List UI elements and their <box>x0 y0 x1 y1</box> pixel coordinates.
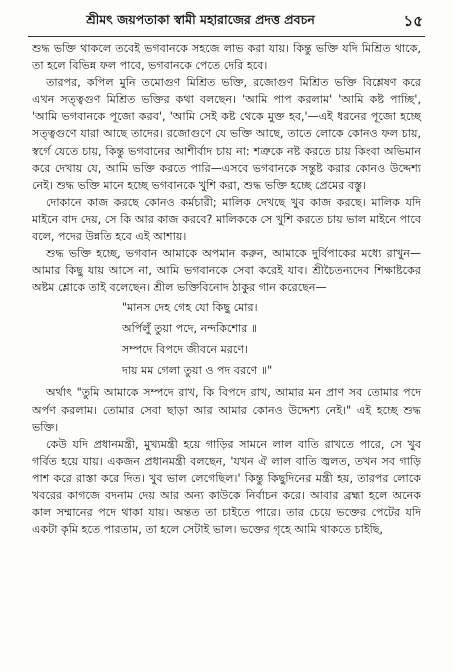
paragraph: কেউ যদি প্রধানমন্ত্রী, মুখ্যমন্ত্রী হয়ে গাড়ির সামনে লাল বাতি রাখতে পারে, সে খুব গর্বিত হয়ে যায়। একজন প্রধানমন্ত্রী বলছেন, 'যখন ঐ লাল বাতি জ্বলত, তখন সব গাড়ি পাশ করে রাস্তা করে দিত। খুব ভাল লেগেছিল।' কিন্তু কিছুদিনের মন্ত্রী হয়, তারপর লোকে খবরের কাগজে বদনাম দেয় আর অন্য কাউকে নির্বাচন করে। আবার ব্রহ্মা হলে অনেক কাল সম্মানের পদে থাকা যায়। অন্তত তা চাইতে পারে। তার চেয়ে ভক্তের পেটের যদি একটা কৃমি হতে পারতাম, তা হলে সেটাই ভাল। ভক্তের গৃহে আমি থাকতে চাইছি, <box>32 437 421 537</box>
body-text <box>32 40 421 538</box>
header-rule <box>28 36 425 37</box>
header-title: শ্রীমৎ জয়পতাকা স্বামী মহারাজের প্রদত্ত প্রবচন <box>86 12 315 27</box>
verse-line: "মানস দেহ গেহ যো কিছু মোর। <box>122 301 258 315</box>
paragraph: শুদ্ধ ভক্তি হচ্ছে, ভগবান আমাকে অপমান করুন, আমাকে দুর্বিপাকের মধ্যে রাখুন—আমার কিছু যায় আসে না, আমি ভগবানকে সেবা করেই যাব। শ্রীচৈতন্যদেব শিক্ষাষ্টকের অষ্টম শ্লোকে তাই বলেছেন। শ্রীল ভক্তিবিনোদ ঠাকুর গান করেছেন— <box>32 247 421 295</box>
paragraph: দোকানে কাজ করছে কোনও কর্মচারী; মালিক দেখছে খুব কাজ করছে। মালিক যদি মাইনে বাদ দেয়, সে কি আর কাজ করবে? মালিককে সে খুশি করতে চায় ভাল মাইনে পাবে বলে, পদের উন্নতি হবে এই আশায়। <box>32 195 421 244</box>
paragraph: শুদ্ধ ভক্তি থাকলে তবেই ভগবানকে সহজে লাভ করা যায়। কিন্তু ভক্তি যদি মিশ্রিত থাকে, তা হলে বিভিন্ন ফল পাবে, ভগবানকে পেতে দেরি হবে। <box>32 42 421 73</box>
verse-line: দায় মম গেলা তুয়া ও পদ বরণে ॥" <box>122 364 273 378</box>
paragraph: অর্থাৎ "তুমি আমাকে সম্পদে রাখ, কি বিপদে রাখ, আমার মন প্রাণ সব তোমার পদে অর্পণ করলাম। তোমার সেবা ছাড়া আর আমার কোনও উদ্দেশ্য নেই।" এই হচ্ছে শুদ্ধ ভক্তি। <box>32 386 421 434</box>
verse-block <box>32 297 421 381</box>
page-number: ১৫ <box>403 12 423 30</box>
verse-line: অর্পিলুঁ তুয়া পদে, নন্দকিশোর ॥ <box>122 322 258 336</box>
running-header <box>28 8 423 34</box>
verse-line: সম্পদে বিপদে জীবনে মরণে। <box>122 343 248 357</box>
paragraph: তারপর, কপিল মুনি তমোগুণ মিশ্রিত ভক্তি, রজোগুণ মিশ্রিত ভক্তি বিশ্লেষণ করে এখন সত্ত্বগুণ মিশ্রিত ভক্তির কথা বলছেন। 'আমি পাপ করলাম' 'আমি কষ্ট পাচ্ছি', 'আমি ভগবানকে পূজো করব', 'আমি সেই কষ্ট থেকে মুক্ত হব,'—এই ধরনের পূজো হচ্ছে সত্ত্বগুণে যারা আছে তাদের। রজোগুণে যে ভক্তি আছে, তাতে লোকে কোনও ফল চায়, স্বর্গে যেতে চায়, কিন্তু ভগবানের আশীর্বাদ চায় না: শত্রুকে নষ্ট করতে চায় কিংবা অভিমান করে দেখায় যে, আমি ভক্তি করতে পারি—এসবে ভগবানকে সন্তুষ্ট করার কোনও উদ্দেশ্য নেই। শুদ্ধ ভক্তি মানে হচ্ছে ভগবানকে খুশি করা, শুদ্ধ ভক্তি হচ্ছে প্রেমের বস্তু। <box>32 76 421 192</box>
